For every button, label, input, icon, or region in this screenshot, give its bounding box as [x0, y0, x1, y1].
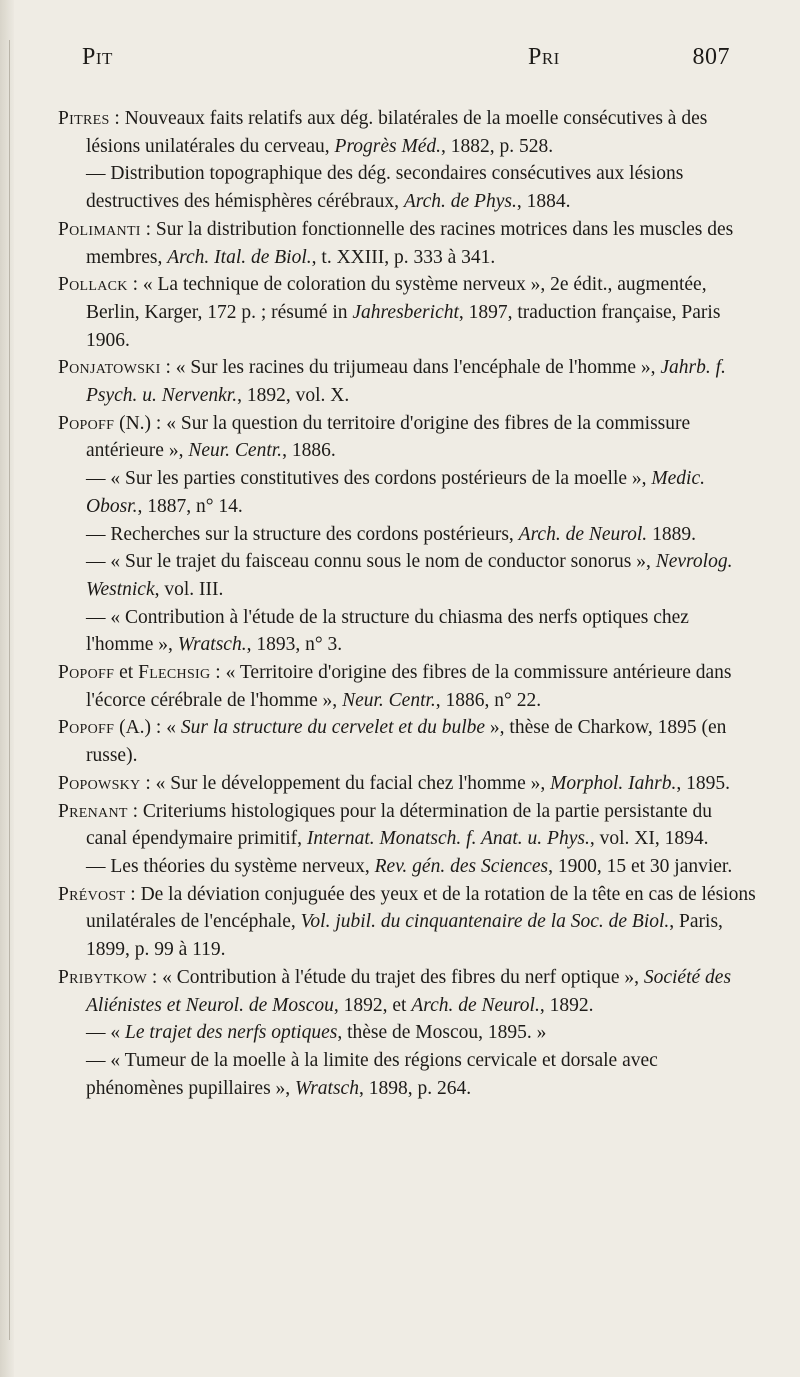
- bibliography-entry: [58, 964, 758, 1019]
- page-number: 807: [692, 44, 730, 70]
- entry-citation: , 1895.: [676, 772, 730, 794]
- entry-journal: Vol. jubil. du cinquantenaire de la Soc. de Biol.: [300, 911, 670, 933]
- entry-journal: Medic. Obosr.: [86, 468, 705, 517]
- entry-coauthor: Flechsig: [138, 662, 211, 684]
- entry-citation: , 1897, traduction française, Paris 1906.: [86, 301, 721, 351]
- entry-author: Popowsky: [58, 772, 141, 794]
- entry-citation: , 1892, et: [333, 994, 412, 1016]
- entry-author: Prenant: [58, 800, 128, 822]
- header-right-guide-word: Pri: [528, 44, 560, 70]
- entry-text: : « Sur le développement du facial chez l'homme »,: [140, 772, 551, 794]
- entry-journal: Neur. Centr.: [342, 689, 436, 711]
- entry-text: : « Territoire d'origine des fibres de la commissure antérieure dans l'écorce cérébrale de l'homme »,: [86, 662, 732, 711]
- entry-text: (N.) : « Sur la question du territoire d'origine des fibres de la commissure antérieure »,: [86, 412, 691, 462]
- entry-text: — « Tumeur de la moelle à la limite des régions cervicale et dorsale avec phénomènes pupillaires »,: [86, 1049, 658, 1099]
- bibliography-subentry: [58, 604, 758, 659]
- entry-citation: 1889.: [647, 523, 696, 545]
- entry-citation: , 1886.: [282, 440, 336, 462]
- entry-citation: , 1892, vol. X.: [237, 385, 350, 407]
- entry-citation: , t. XXIII, p. 333 à 341.: [311, 246, 496, 268]
- header-left-guide-word: Pit: [82, 44, 113, 70]
- entry-text: : De la déviation conjuguée des yeux et de la rotation de la tête en cas de lésions unilatérales de l'encéphale,: [86, 883, 756, 933]
- entry-text: — «: [86, 1022, 125, 1044]
- bibliography-entry: [58, 271, 758, 354]
- bibliography-subentry: [58, 1047, 758, 1102]
- entry-citation: , vol. XI, 1894.: [589, 828, 709, 850]
- entry-journal: Arch. de Phys.: [403, 191, 517, 213]
- entry-text: — « Contribution à l'étude de la structure du chiasma des nerfs optiques chez l'homme »,: [86, 606, 689, 656]
- bibliography-subentry: [58, 465, 758, 520]
- entry-text: — « Sur le trajet du faisceau connu sous le nom de conductor sonorus »,: [86, 551, 656, 573]
- entry-author: Pribytkow: [58, 966, 147, 988]
- entry-text: et: [114, 662, 139, 684]
- entry-text: — « Sur les parties constitutives des cordons postérieurs de la moelle »,: [86, 468, 652, 490]
- entry-journal: Morphol. Iahrb.: [550, 772, 677, 794]
- entry-journal: Progrès Méd.: [334, 135, 442, 157]
- entry-citation: , 1893, n° 3.: [246, 634, 343, 656]
- entry-citation: , Paris, 1899, p. 99 à 119.: [86, 911, 723, 961]
- entry-text: : Criteriums histologiques pour la détermination de la partie persistante du canal épendymaire primitif,: [86, 800, 713, 850]
- entry-journal: Société des Aliénistes et Neurol. de Moscou: [86, 966, 732, 1016]
- entry-citation: , 1892.: [539, 994, 594, 1016]
- bibliography-list: [58, 105, 758, 1102]
- entry-citation: , 1900, 15 et 30 janvier.: [548, 855, 733, 877]
- entry-citation: , 1882, p. 528.: [441, 135, 554, 157]
- entry-citation: , 1884.: [516, 191, 571, 213]
- entry-author: Polimanti: [58, 218, 141, 240]
- bibliography-entry: [58, 881, 758, 964]
- entry-text: : « Contribution à l'étude du trajet des fibres du nerf optique »,: [146, 966, 644, 988]
- entry-author: Popoff: [58, 662, 115, 684]
- entry-author: Pitres: [58, 108, 110, 129]
- entry-journal: Arch. Ital. de Biol.: [167, 246, 312, 268]
- page-edge-shadow: [0, 0, 14, 1377]
- entry-journal: Internat. Monatsch. f. Anat. u. Phys.: [306, 828, 590, 850]
- entry-citation: , thèse de Moscou, 1895. »: [337, 1022, 547, 1044]
- entry-text: : Sur la distribution fonctionnelle des racines motrices dans les muscles des membres,: [86, 218, 734, 268]
- bibliography-subentry: [58, 1019, 758, 1047]
- entry-text: — Recherches sur la structure des cordons postérieurs,: [86, 523, 519, 545]
- entry-citation: , 1898, p. 264.: [358, 1077, 472, 1099]
- entry-text: : Nouveaux faits relatifs aux dég. bilatérales de la moelle consécutives à des lésions unilatérales du cerveau,: [86, 108, 708, 157]
- entry-author: Prévost: [58, 883, 126, 905]
- entry-journal: Nevrolog. Westnick: [86, 551, 733, 600]
- bibliography-entry: [58, 216, 758, 271]
- entry-journal: Jahresbericht: [352, 301, 459, 323]
- entry-text: — Les théories du système nerveux,: [86, 855, 375, 877]
- entry-citation: », thèse de Charkow, 1895 (en russe).: [86, 717, 727, 767]
- entry-title: Sur la structure du cervelet et du bulbe: [180, 717, 486, 739]
- entry-journal: Neur. Centr.: [188, 440, 283, 462]
- entry-journal: Jahrb. f. Psych. u. Nervenkr.: [86, 357, 726, 407]
- bibliography-subentry: [58, 521, 758, 549]
- bibliography-entry: [58, 714, 758, 769]
- entry-author: Ponjatowski: [58, 357, 161, 379]
- entry-journal: Wratsch.: [177, 634, 247, 656]
- bibliography-subentry: [58, 548, 758, 603]
- entry-text: — Distribution topographique des dég. secondaires consécutives aux lésions destructives des hémisphères cérébraux,: [86, 163, 684, 213]
- entry-author: Popoff: [58, 412, 115, 434]
- bibliography-subentry: [58, 853, 758, 881]
- entry-journal: Arch. de Neurol.: [518, 523, 648, 545]
- entry-journal: Arch. de Neurol.: [411, 994, 540, 1016]
- entry-citation: , 1886, n° 22.: [435, 689, 542, 711]
- entry-journal: Rev. gén. des Sciences: [374, 855, 549, 877]
- bibliography-entry: [58, 659, 758, 714]
- bibliography-subentry: [58, 160, 758, 215]
- running-header: [70, 44, 730, 80]
- entry-text: : « Sur les racines du trijumeau dans l'encéphale de l'homme »,: [160, 357, 661, 379]
- bibliography-entry: [58, 410, 758, 465]
- entry-text: (A.) : «: [114, 717, 181, 739]
- bibliography-entry: [58, 354, 758, 409]
- entry-journal: Wratsch: [295, 1077, 359, 1099]
- entry-author: Popoff: [58, 717, 115, 739]
- page-gutter-line: [9, 40, 10, 1340]
- entry-author: Pollack: [58, 274, 128, 296]
- entry-text: : « La technique de coloration du système nerveux », 2e édit., augmentée, Berlin, Karger, 172 p. ; résumé in: [86, 274, 707, 323]
- entry-citation: , 1887, n° 14.: [137, 495, 243, 517]
- entry-citation: , vol. III.: [154, 578, 224, 600]
- bibliography-entry: [58, 770, 758, 798]
- bibliography-entry: [58, 798, 758, 853]
- bibliography-entry: [58, 105, 758, 160]
- entry-title: Le trajet des nerfs optiques: [125, 1022, 338, 1044]
